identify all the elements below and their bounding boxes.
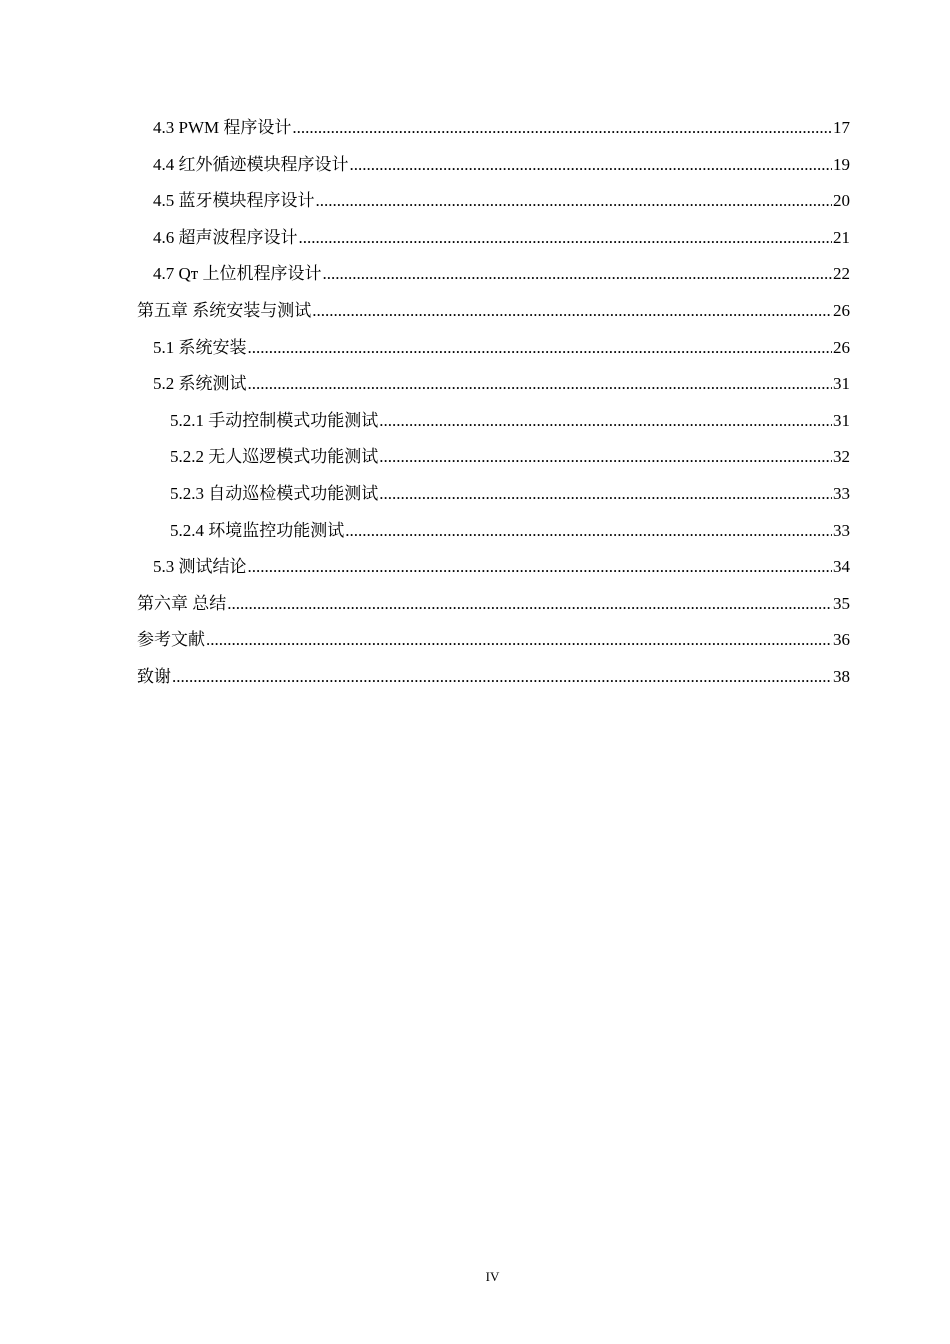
toc-entry-5-1[interactable] [137, 330, 850, 367]
toc-entry-label: 第五章 系统安装与测试 [137, 300, 312, 320]
toc-entry-label: 4.4 红外循迹模块程序设计 [153, 154, 349, 174]
toc-entry-label: 5.3 测试结论 [153, 557, 247, 577]
toc-entry-label: 5.2.1 手动控制模式功能测试 [170, 410, 379, 430]
toc-entry-label: 参考文献 [137, 630, 205, 650]
toc-entry-references[interactable] [137, 622, 850, 659]
dot-leader [379, 439, 832, 476]
toc-entry-label: 5.2 系统测试 [153, 374, 247, 394]
toc-entry-page: 31 [833, 374, 850, 394]
dot-leader [345, 513, 832, 550]
dot-leader [379, 403, 832, 440]
toc-entry-label: 4.6 超声波程序设计 [153, 227, 298, 247]
toc-entry-page: 38 [833, 666, 850, 686]
table-of-contents [137, 110, 850, 696]
toc-entry-page: 36 [833, 630, 850, 650]
dot-leader [227, 586, 832, 623]
toc-entry-page: 33 [833, 520, 850, 540]
toc-entry-page: 26 [833, 337, 850, 357]
toc-entry-label: 5.1 系统安装 [153, 337, 247, 357]
toc-entry-page: 21 [833, 227, 850, 247]
toc-entry-label: 5.2.2 无人巡逻模式功能测试 [170, 447, 379, 467]
toc-entry-page: 17 [833, 118, 850, 137]
dot-leader [206, 622, 832, 659]
toc-entry-page: 35 [833, 593, 850, 613]
dot-leader [248, 366, 833, 403]
toc-entry-label: 4.7 Qт 上位机程序设计 [153, 264, 322, 284]
toc-entry-page: 31 [833, 410, 850, 430]
dot-leader [322, 256, 832, 293]
toc-entry-4-5[interactable] [137, 183, 850, 220]
toc-entry-page: 20 [833, 191, 850, 211]
page-number: IV [485, 1269, 500, 1284]
toc-entry-chapter-5[interactable] [137, 293, 850, 330]
dot-leader [172, 659, 832, 696]
dot-leader [299, 220, 833, 257]
toc-entry-5-2-4[interactable] [137, 513, 850, 550]
dot-leader [248, 549, 833, 586]
toc-entry-5-2-2[interactable] [137, 439, 850, 476]
dot-leader [379, 476, 832, 513]
toc-entry-page: 33 [833, 483, 850, 503]
toc-entry-label: 致谢 [137, 666, 171, 686]
toc-entry-label: 第六章 总结 [137, 593, 227, 613]
toc-entry-4-3[interactable] [137, 110, 850, 147]
toc-entry-4-6[interactable] [137, 220, 850, 257]
toc-entry-label: 4.5 蓝牙模块程序设计 [153, 191, 315, 211]
toc-entry-5-3[interactable] [137, 549, 850, 586]
toc-entry-5-2-1[interactable] [137, 403, 850, 440]
toc-entry-5-2[interactable] [137, 366, 850, 403]
toc-entry-4-4[interactable] [137, 147, 850, 184]
dot-leader [316, 183, 833, 220]
dot-leader [350, 147, 833, 184]
toc-entry-label: 5.2.4 环境监控功能测试 [170, 520, 345, 540]
toc-entry-page: 34 [833, 557, 850, 577]
toc-entry-page: 32 [833, 447, 850, 467]
toc-entry-label: 4.3 PWM 程序设计 [153, 118, 292, 137]
dot-leader [312, 293, 832, 330]
toc-entry-page: 19 [833, 154, 850, 174]
dot-leader [292, 110, 832, 147]
toc-entry-5-2-3[interactable] [137, 476, 850, 513]
toc-entry-4-7[interactable] [137, 256, 850, 293]
toc-entry-label: 5.2.3 自动巡检模式功能测试 [170, 483, 379, 503]
dot-leader [248, 330, 833, 367]
toc-entry-page: 22 [833, 264, 850, 284]
toc-entry-chapter-6[interactable] [137, 586, 850, 623]
toc-entry-page: 26 [833, 300, 850, 320]
toc-entry-acknowledgements[interactable] [137, 659, 850, 696]
